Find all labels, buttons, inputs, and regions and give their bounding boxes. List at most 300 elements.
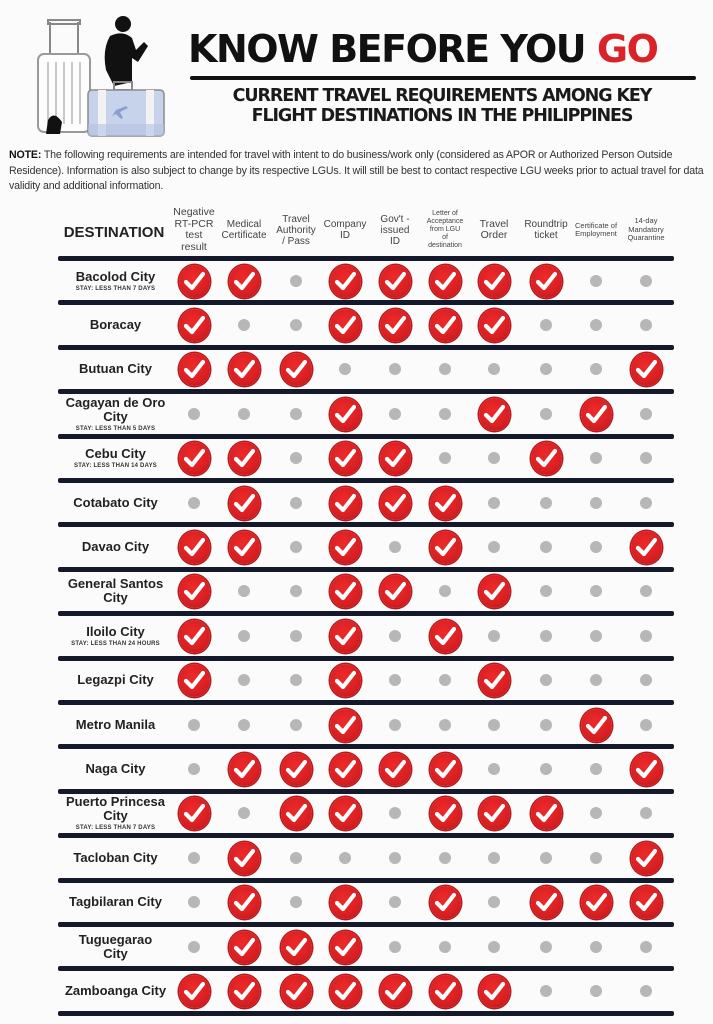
gray-dot-icon	[590, 807, 602, 819]
note-paragraph	[9, 148, 709, 195]
note-label: NOTE:	[9, 149, 42, 161]
column-header	[367, 204, 423, 256]
table-row	[58, 483, 674, 523]
requirement-cell	[621, 616, 671, 656]
gray-dot-icon	[290, 630, 302, 642]
table-row	[58, 793, 674, 833]
requirement-cell	[621, 571, 671, 611]
requirement-cell	[169, 394, 219, 434]
destination-name: Cebu City	[85, 446, 146, 461]
requirement-cell	[219, 660, 269, 700]
requirement-cell	[320, 305, 370, 345]
requirement-cell	[169, 793, 219, 833]
requirement-cell	[521, 882, 571, 922]
requirement-cell	[271, 349, 321, 389]
destination-name: Butuan City	[79, 361, 152, 376]
requirement-cell	[370, 882, 420, 922]
column-header-line: Order	[480, 229, 508, 241]
requirement-cell	[169, 660, 219, 700]
requirement-cell	[571, 349, 621, 389]
gray-dot-icon	[238, 630, 250, 642]
table-row	[58, 971, 674, 1011]
checkmark-circle-icon	[631, 842, 662, 875]
destination-name: Tuguegarao City	[78, 932, 153, 961]
requirement-cell	[621, 438, 671, 478]
requirement-cell	[621, 483, 671, 523]
gray-dot-icon	[290, 319, 302, 331]
requirement-cell	[271, 660, 321, 700]
checkmark-circle-icon	[229, 487, 260, 520]
requirement-cell	[169, 971, 219, 1011]
checkmark-circle-icon	[330, 620, 361, 653]
gray-dot-icon	[439, 941, 451, 953]
requirement-cell	[420, 616, 470, 656]
requirement-cell	[621, 705, 671, 745]
gray-dot-icon	[290, 896, 302, 908]
destination-name: Legazpi City	[77, 672, 154, 687]
checkmark-circle-icon	[229, 442, 260, 475]
gray-dot-icon	[188, 497, 200, 509]
requirement-cell	[571, 749, 621, 789]
gray-dot-icon	[590, 497, 602, 509]
gray-dot-icon	[339, 852, 351, 864]
checkmark-circle-icon	[380, 442, 411, 475]
gray-dot-icon	[188, 941, 200, 953]
gray-dot-icon	[540, 408, 552, 420]
gray-dot-icon	[540, 497, 552, 509]
requirement-cell	[521, 438, 571, 478]
requirement-cell	[169, 438, 219, 478]
requirement-cell	[469, 749, 519, 789]
gray-dot-icon	[290, 497, 302, 509]
requirement-cell	[271, 927, 321, 967]
requirement-cell	[420, 349, 470, 389]
table-row	[58, 616, 674, 656]
destination-name: Davao City	[81, 539, 150, 554]
table-row	[58, 527, 674, 567]
gray-dot-icon	[439, 585, 451, 597]
column-header-line: Negative	[173, 206, 215, 218]
requirement-cell	[169, 882, 219, 922]
requirement-cell	[271, 261, 321, 301]
gray-dot-icon	[188, 763, 200, 775]
column-header-line: ticket	[534, 230, 558, 241]
requirement-cell	[571, 838, 621, 878]
column-header-line: Gov't -	[380, 213, 410, 225]
requirement-cell	[370, 793, 420, 833]
requirement-cell	[370, 971, 420, 1011]
requirement-cell	[320, 971, 370, 1011]
column-header	[317, 204, 373, 256]
checkmark-circle-icon	[430, 753, 461, 786]
requirement-cell	[521, 838, 571, 878]
gray-dot-icon	[590, 941, 602, 953]
requirement-cell	[169, 261, 219, 301]
column-header-line: result	[181, 240, 207, 253]
requirement-cell	[320, 793, 370, 833]
requirement-cell	[169, 749, 219, 789]
destination-name: Boracay	[89, 317, 142, 332]
column-header-line: Certificate	[221, 230, 267, 241]
table-row	[58, 660, 674, 700]
gray-dot-icon	[640, 408, 652, 420]
table-row	[58, 749, 674, 789]
column-header	[216, 204, 272, 256]
gray-dot-icon	[188, 719, 200, 731]
requirement-cell	[521, 971, 571, 1011]
gray-dot-icon	[389, 807, 401, 819]
checkmark-circle-icon	[380, 753, 411, 786]
requirement-cell	[320, 616, 370, 656]
checkmark-circle-icon	[281, 797, 312, 830]
checkmark-circle-icon	[179, 664, 210, 697]
requirement-cell	[320, 838, 370, 878]
requirement-cell	[420, 261, 470, 301]
checkmark-circle-icon	[330, 797, 361, 830]
checkmark-circle-icon	[330, 265, 361, 298]
checkmark-circle-icon	[229, 842, 260, 875]
checkmark-circle-icon	[179, 309, 210, 342]
gray-dot-icon	[188, 852, 200, 864]
gray-dot-icon	[590, 985, 602, 997]
checkmark-circle-icon	[479, 575, 510, 608]
stay-limit-note: STAY: LESS THAN 7 DAYS	[75, 286, 156, 292]
checkmark-circle-icon	[229, 353, 260, 386]
gray-dot-icon	[540, 541, 552, 553]
requirement-cell	[469, 927, 519, 967]
destination-name: Iloilo City	[86, 624, 145, 639]
requirement-cell	[571, 705, 621, 745]
requirement-cell	[621, 527, 671, 567]
requirement-cell	[169, 927, 219, 967]
gray-dot-icon	[290, 674, 302, 686]
requirement-cell	[271, 616, 321, 656]
table-row	[58, 394, 674, 434]
gray-dot-icon	[540, 363, 552, 375]
gray-dot-icon	[389, 941, 401, 953]
checkmark-circle-icon	[229, 265, 260, 298]
checkmark-circle-icon	[430, 886, 461, 919]
requirement-cell	[521, 305, 571, 345]
destination-cell	[58, 660, 173, 700]
checkmark-circle-icon	[581, 709, 612, 742]
column-header-line: Mandatory	[628, 224, 664, 234]
requirement-cell	[521, 527, 571, 567]
requirement-cell	[169, 838, 219, 878]
requirement-cell	[571, 793, 621, 833]
requirement-cell	[219, 927, 269, 967]
requirement-cell	[621, 882, 671, 922]
requirement-cell	[420, 882, 470, 922]
gray-dot-icon	[640, 497, 652, 509]
checkmark-circle-icon	[281, 353, 312, 386]
destination-cell	[58, 927, 173, 967]
column-header-line: issued	[380, 224, 410, 236]
column-header-line: ID	[389, 235, 400, 247]
requirement-cell	[370, 927, 420, 967]
gray-dot-icon	[439, 719, 451, 731]
checkmark-circle-icon	[330, 753, 361, 786]
checkmark-circle-icon	[479, 398, 510, 431]
requirement-cell	[320, 749, 370, 789]
gray-dot-icon	[640, 719, 652, 731]
gray-dot-icon	[389, 541, 401, 553]
requirement-cell	[571, 438, 621, 478]
gray-dot-icon	[640, 674, 652, 686]
destination-cell	[58, 971, 173, 1011]
checkmark-circle-icon	[179, 575, 210, 608]
checkmark-circle-icon	[179, 442, 210, 475]
gray-dot-icon	[439, 452, 451, 464]
checkmark-circle-icon	[430, 531, 461, 564]
checkmark-circle-icon	[479, 797, 510, 830]
requirement-cell	[521, 616, 571, 656]
requirement-cell	[469, 660, 519, 700]
title-accent: GO	[596, 27, 658, 71]
requirement-cell	[320, 927, 370, 967]
checkmark-circle-icon	[229, 886, 260, 919]
table-row	[58, 705, 674, 745]
requirement-cell	[469, 882, 519, 922]
requirement-cell	[320, 349, 370, 389]
checkmark-circle-icon	[229, 931, 260, 964]
destination-cell	[58, 571, 173, 611]
requirement-cell	[469, 616, 519, 656]
column-header	[417, 204, 473, 256]
gray-dot-icon	[290, 852, 302, 864]
gray-dot-icon	[590, 630, 602, 642]
gray-dot-icon	[389, 852, 401, 864]
requirement-cell	[169, 527, 219, 567]
checkmark-circle-icon	[229, 975, 260, 1008]
requirement-cell	[320, 438, 370, 478]
requirement-cell	[469, 971, 519, 1011]
requirement-cell	[521, 394, 571, 434]
requirement-cell	[370, 705, 420, 745]
checkmark-circle-icon	[330, 487, 361, 520]
gray-dot-icon	[640, 985, 652, 997]
requirement-cell	[521, 349, 571, 389]
requirement-cell	[621, 971, 671, 1011]
table-row	[58, 438, 674, 478]
checkmark-circle-icon	[531, 886, 562, 919]
destination-cell	[58, 749, 173, 789]
gray-dot-icon	[290, 719, 302, 731]
checkmark-circle-icon	[479, 265, 510, 298]
column-header-line: Quarantine	[627, 233, 665, 243]
requirement-cell	[469, 483, 519, 523]
requirement-cell	[521, 705, 571, 745]
requirement-cell	[320, 571, 370, 611]
gray-dot-icon	[540, 674, 552, 686]
requirement-cell	[420, 305, 470, 345]
checkmark-circle-icon	[330, 398, 361, 431]
gray-dot-icon	[290, 408, 302, 420]
gray-dot-icon	[488, 497, 500, 509]
gray-dot-icon	[488, 541, 500, 553]
requirement-cell	[469, 571, 519, 611]
column-header-line: test	[185, 229, 203, 241]
destination-cell	[58, 705, 173, 745]
requirement-cell	[521, 660, 571, 700]
checkmark-circle-icon	[631, 531, 662, 564]
destination-name: Cagayan de Oro City	[65, 395, 166, 424]
gray-dot-icon	[238, 719, 250, 731]
destination-name: Tacloban City	[73, 850, 158, 865]
table-row	[58, 571, 674, 611]
requirement-cell	[420, 660, 470, 700]
gray-dot-icon	[488, 896, 500, 908]
gray-dot-icon	[590, 674, 602, 686]
gray-dot-icon	[640, 630, 652, 642]
table-row	[58, 261, 674, 301]
checkmark-circle-icon	[330, 931, 361, 964]
subtitle-line-1: CURRENT TRAVEL REQUIREMENTS AMONG KEY	[232, 86, 652, 106]
destination-cell	[58, 349, 173, 389]
checkmark-circle-icon	[479, 664, 510, 697]
destination-name: Bacolod City	[75, 269, 156, 284]
column-header-line: Travel	[479, 217, 509, 230]
destination-cell	[58, 394, 173, 434]
stay-limit-note: STAY: LESS THAN 7 DAYS	[75, 825, 156, 831]
requirement-cell	[320, 394, 370, 434]
column-header	[618, 204, 674, 256]
destination-name: Zamboanga City	[64, 983, 167, 998]
checkmark-circle-icon	[229, 531, 260, 564]
stay-limit-note: STAY: LESS THAN 14 DAYS	[74, 463, 157, 469]
requirement-cell	[469, 527, 519, 567]
gray-dot-icon	[590, 275, 602, 287]
rolling-suitcase-icon	[38, 20, 90, 132]
requirement-cell	[271, 527, 321, 567]
requirement-cell	[169, 616, 219, 656]
column-header-line: / Pass	[282, 235, 310, 247]
requirement-cell	[621, 305, 671, 345]
requirement-cell	[571, 971, 621, 1011]
checkmark-circle-icon	[179, 797, 210, 830]
row-divider	[58, 1011, 674, 1016]
destination-name: Naga City	[85, 761, 146, 776]
requirement-cell	[370, 660, 420, 700]
checkmark-circle-icon	[430, 975, 461, 1008]
column-header-line: destination	[428, 242, 462, 249]
requirement-cell	[271, 838, 321, 878]
requirement-cell	[219, 971, 269, 1011]
gray-dot-icon	[389, 363, 401, 375]
gray-dot-icon	[290, 541, 302, 553]
destination-cell	[58, 438, 173, 478]
checkmark-circle-icon	[631, 753, 662, 786]
column-header	[268, 204, 324, 256]
requirement-cell	[621, 261, 671, 301]
requirement-cell	[320, 527, 370, 567]
requirement-cell	[420, 483, 470, 523]
checkmark-circle-icon	[281, 753, 312, 786]
checkmark-circle-icon	[380, 975, 411, 1008]
requirement-cell	[370, 749, 420, 789]
destination-name: General Santos City	[67, 576, 164, 605]
requirement-cell	[370, 616, 420, 656]
requirement-cell	[469, 838, 519, 878]
checkmark-circle-icon	[430, 620, 461, 653]
checkmark-circle-icon	[531, 797, 562, 830]
requirement-cell	[169, 305, 219, 345]
destination-column-header: DESTINATION	[63, 224, 165, 241]
destination-cell	[58, 838, 173, 878]
gray-dot-icon	[188, 896, 200, 908]
requirement-cell	[320, 705, 370, 745]
table-row	[58, 882, 674, 922]
gray-dot-icon	[339, 363, 351, 375]
gray-dot-icon	[540, 585, 552, 597]
gray-dot-icon	[640, 452, 652, 464]
column-header-line: Acceptance	[426, 218, 464, 225]
gray-dot-icon	[488, 852, 500, 864]
requirement-cell	[271, 483, 321, 523]
requirement-cell	[420, 927, 470, 967]
requirement-cell	[271, 438, 321, 478]
column-header-line: of	[442, 234, 448, 241]
requirement-cell	[571, 527, 621, 567]
destination-cell	[58, 527, 173, 567]
requirement-cell	[219, 793, 269, 833]
gray-dot-icon	[590, 763, 602, 775]
checkmark-circle-icon	[179, 531, 210, 564]
requirement-cell	[271, 305, 321, 345]
destination-name: Tagbilaran City	[69, 894, 162, 909]
subtitle-line-2: FLIGHT DESTINATIONS IN THE PHILIPPINES	[251, 106, 633, 126]
table-row	[58, 305, 674, 345]
gray-dot-icon	[540, 630, 552, 642]
requirement-cell	[219, 882, 269, 922]
destination-name: Puerto Princesa City	[66, 794, 165, 823]
column-header-line: Employment	[575, 229, 617, 238]
gray-dot-icon	[640, 319, 652, 331]
requirement-cell	[219, 349, 269, 389]
gray-dot-icon	[590, 363, 602, 375]
requirement-cell	[420, 971, 470, 1011]
requirement-cell	[320, 261, 370, 301]
column-header-line: Letter of	[432, 210, 458, 217]
destination-name: Metro Manila	[75, 717, 156, 732]
checkmark-circle-icon	[330, 975, 361, 1008]
checkmark-circle-icon	[179, 620, 210, 653]
requirement-cell	[621, 394, 671, 434]
requirement-cell	[219, 705, 269, 745]
requirement-cell	[420, 838, 470, 878]
gray-dot-icon	[640, 275, 652, 287]
gray-dot-icon	[389, 630, 401, 642]
destination-cell	[58, 882, 173, 922]
requirement-cell	[271, 882, 321, 922]
requirement-cell	[469, 261, 519, 301]
checkmark-circle-icon	[330, 442, 361, 475]
note-text: The following requirements are intended for travel with intent to do business/work only (considered as APOR or Authorized Person Outside Residence). Information is also subject to change by its respective LGUs. It will still be best to contact respective LGU weeks prior to actual travel for data validity and additional information.	[9, 149, 704, 192]
requirement-cell	[370, 394, 420, 434]
requirement-cell	[571, 616, 621, 656]
gray-dot-icon	[389, 674, 401, 686]
column-header	[568, 204, 624, 256]
requirement-cell	[521, 261, 571, 301]
stay-limit-note: STAY: LESS THAN 5 DAYS	[75, 426, 156, 432]
column-header-line: Certificate of	[574, 220, 618, 230]
requirement-cell	[320, 483, 370, 523]
gray-dot-icon	[439, 674, 451, 686]
gray-dot-icon	[590, 852, 602, 864]
requirement-cell	[219, 838, 269, 878]
requirement-cell	[521, 749, 571, 789]
requirement-cell	[370, 527, 420, 567]
